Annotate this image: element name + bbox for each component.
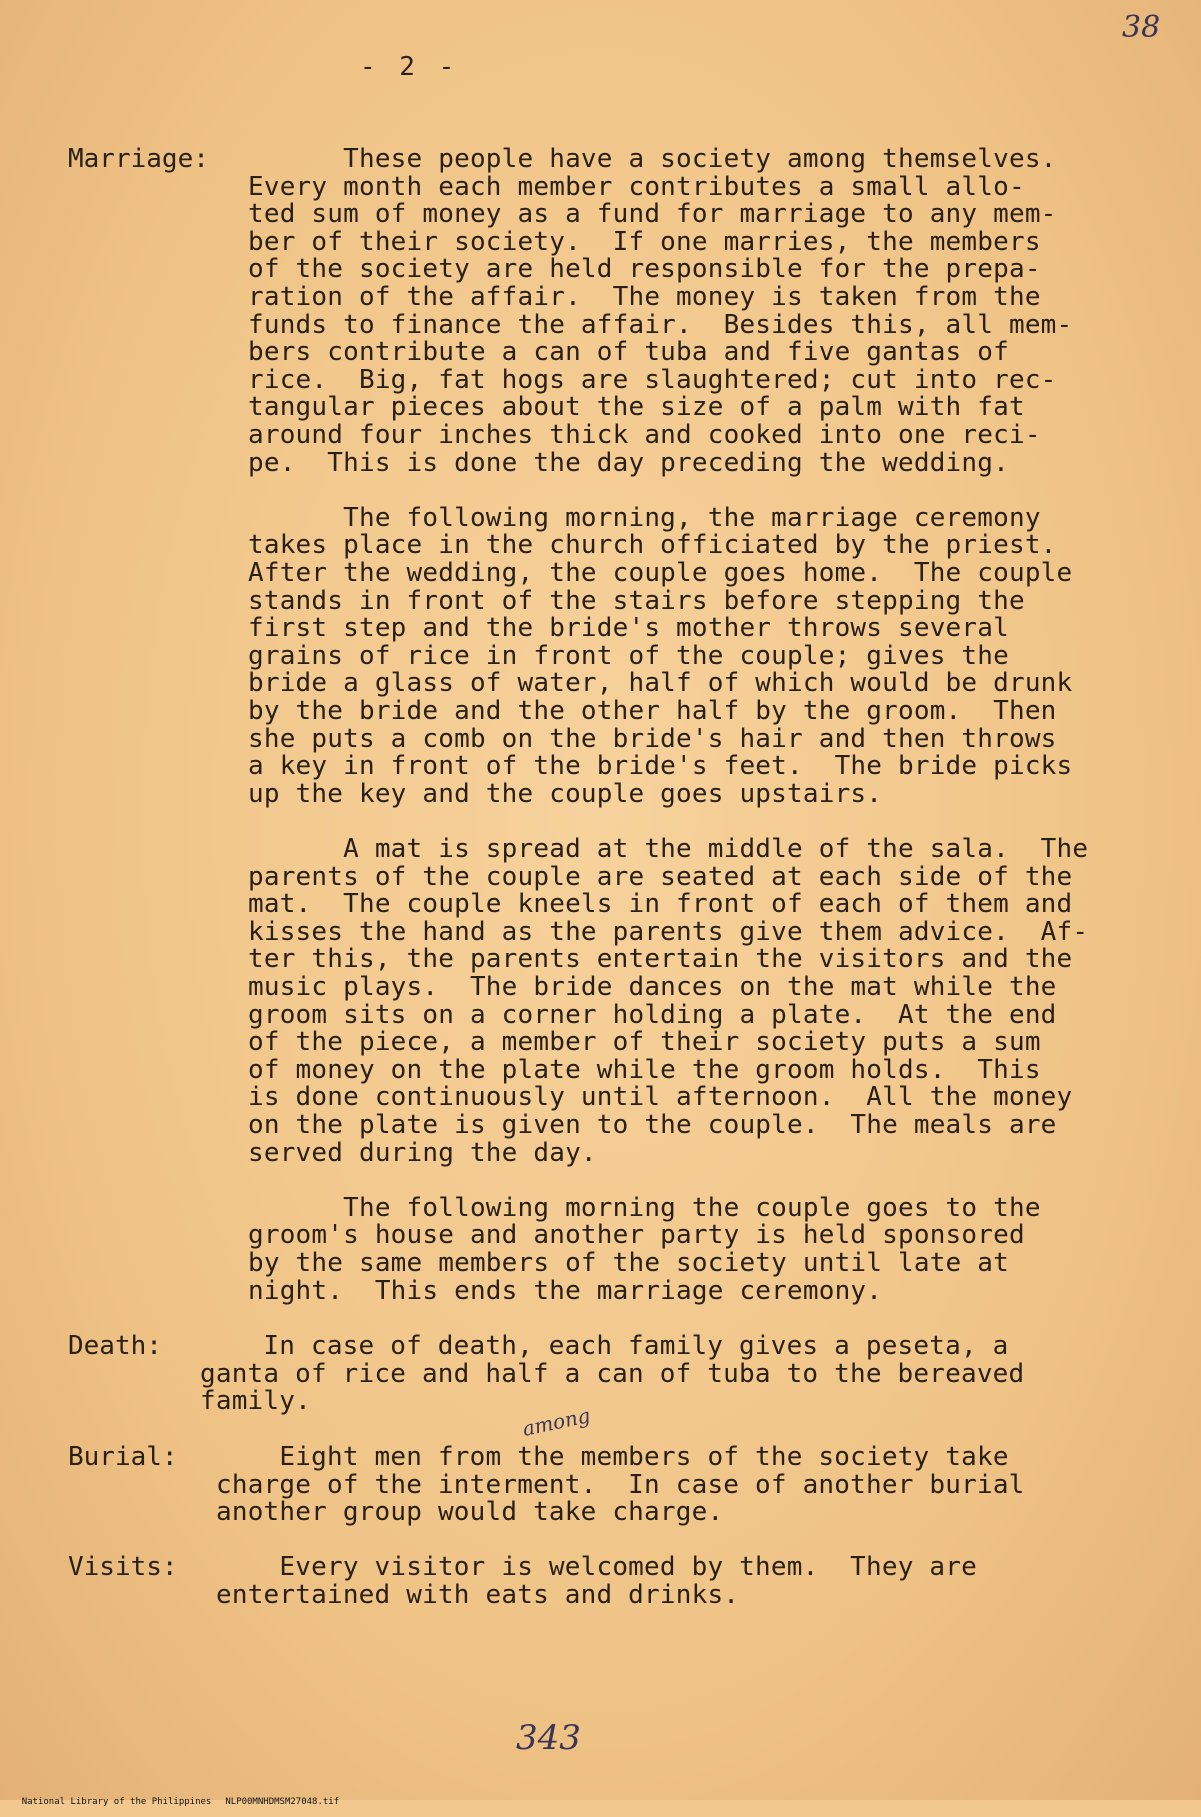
marriage-text-line: of the piece, a member of their society puts a sum [248, 1027, 1041, 1058]
marriage-text-line: bers contribute a can of tuba and five gantas of [248, 337, 1009, 368]
marriage-text-line: on the plate is given to the couple. The meals are [248, 1110, 1057, 1140]
marriage-text-line: ber of their society. If one marries, the members [248, 226, 1041, 257]
marriage-text-line: around four inches thick and cooked into one reci- [248, 420, 1041, 450]
scan-footer [0, 1787, 353, 1817]
marriage-text-line: pe. This is done the day preceding the wedding. [248, 447, 1009, 478]
marriage-text-line: served during the day. [248, 1137, 597, 1168]
marriage-text-line: tangular pieces about the size of a palm with fat [248, 392, 1025, 423]
marriage-text-line: by the bride and the other half by the groom. Then [248, 696, 1057, 726]
marriage-text-line: ration of the affair. The money is taken from the [248, 282, 1041, 312]
marriage-text-line: of money on the plate while the groom holds. This [248, 1054, 1041, 1085]
marriage-label: Marriage: [68, 144, 209, 174]
marriage-text-line: groom's house and another party is held sponsored [248, 1220, 1025, 1251]
death-text-line: In case of death, each family gives a peseta, a [200, 1331, 1009, 1361]
marriage-text-line: A mat is spread at the middle of the sala. The [248, 834, 1089, 864]
footer-library: National Library of the Philippines [21, 1797, 212, 1807]
marriage-text-line: she puts a comb on the bride's hair and then throws [248, 723, 1057, 754]
marriage-text-line: These people have a society among themselves. [248, 144, 1057, 174]
handwritten-insert: among [520, 1403, 593, 1441]
marriage-text-line: After the wedding, the couple goes home. The couple [248, 558, 1073, 588]
page-number: - 2 - [360, 52, 459, 82]
marriage-text-line: stands in front of the stairs before stepping the [248, 585, 1025, 616]
marriage-text-line: ted sum of money as a fund for marriage to any mem- [248, 199, 1057, 230]
marriage-text-line: is done continuously until afternoon. All the money [248, 1082, 1073, 1113]
marriage-text-line: funds to finance the affair. Besides this, all mem- [248, 309, 1073, 340]
bottom-folio-mark: 343 [516, 1718, 581, 1758]
burial-text-line: charge of the interment. In case of another burial [216, 1469, 1025, 1500]
footer-file: NLP00MNHDMSM27048.tif [225, 1797, 340, 1807]
marriage-text-line: mat. The couple kneels in front of each of them and [248, 889, 1073, 920]
marriage-text-line: takes place in the church officiated by the priest. [248, 530, 1057, 561]
marriage-text-line: of the society are held responsible for the prepa- [248, 254, 1041, 285]
marriage-text-line: up the key and the couple goes upstairs. [248, 778, 883, 809]
marriage-text-line: parents of the couple are seated at each side of the [248, 861, 1073, 892]
death-text-line: family. [200, 1386, 311, 1417]
death-text-line: ganta of rice and half a can of tuba to the bereaved [200, 1358, 1025, 1389]
marriage-text-line: a key in front of the bride's feet. The bride picks [248, 751, 1073, 782]
marriage-text-line: music plays. The bride dances on the mat while the [248, 972, 1057, 1002]
visits-text-line: entertained with eats and drinks. [216, 1579, 740, 1610]
marriage-text-line: rice. Big, fat hogs are slaughtered; cut into rec- [248, 364, 1057, 395]
marriage-text-line: Every month each member contributes a small allo- [248, 171, 1025, 202]
marriage-text-line: The following morning the couple goes to the [248, 1192, 1041, 1223]
burial-text-line: Eight men from the members of the society take [216, 1442, 1009, 1472]
visits-label: Visits: [68, 1552, 178, 1582]
burial-label: Burial: [68, 1442, 178, 1472]
visits-text-line: Every visitor is welcomed by them. They are [216, 1552, 977, 1582]
marriage-text-line: The following morning, the marriage ceremony [248, 502, 1041, 533]
corner-page-mark: 38 [1122, 10, 1161, 45]
marriage-text-line: by the same members of the society until late at [248, 1248, 1009, 1278]
marriage-text-line: kisses the hand as the parents give them advice. Af- [248, 916, 1089, 947]
marriage-text-line: first step and the bride's mother throws several [248, 613, 1009, 644]
marriage-text-line: bride a glass of water, half of which would be drunk [248, 668, 1073, 699]
marriage-text-line: groom sits on a corner holding a plate. At the end [248, 999, 1057, 1030]
marriage-text-line: night. This ends the marriage ceremony. [248, 1275, 883, 1306]
burial-text-line: another group would take charge. [216, 1497, 724, 1528]
marriage-text-line: ter this, the parents entertain the visitors and the [248, 944, 1073, 975]
marriage-text-line: grains of rice in front of the couple; gives the [248, 640, 1009, 671]
death-label: Death: [68, 1331, 162, 1361]
